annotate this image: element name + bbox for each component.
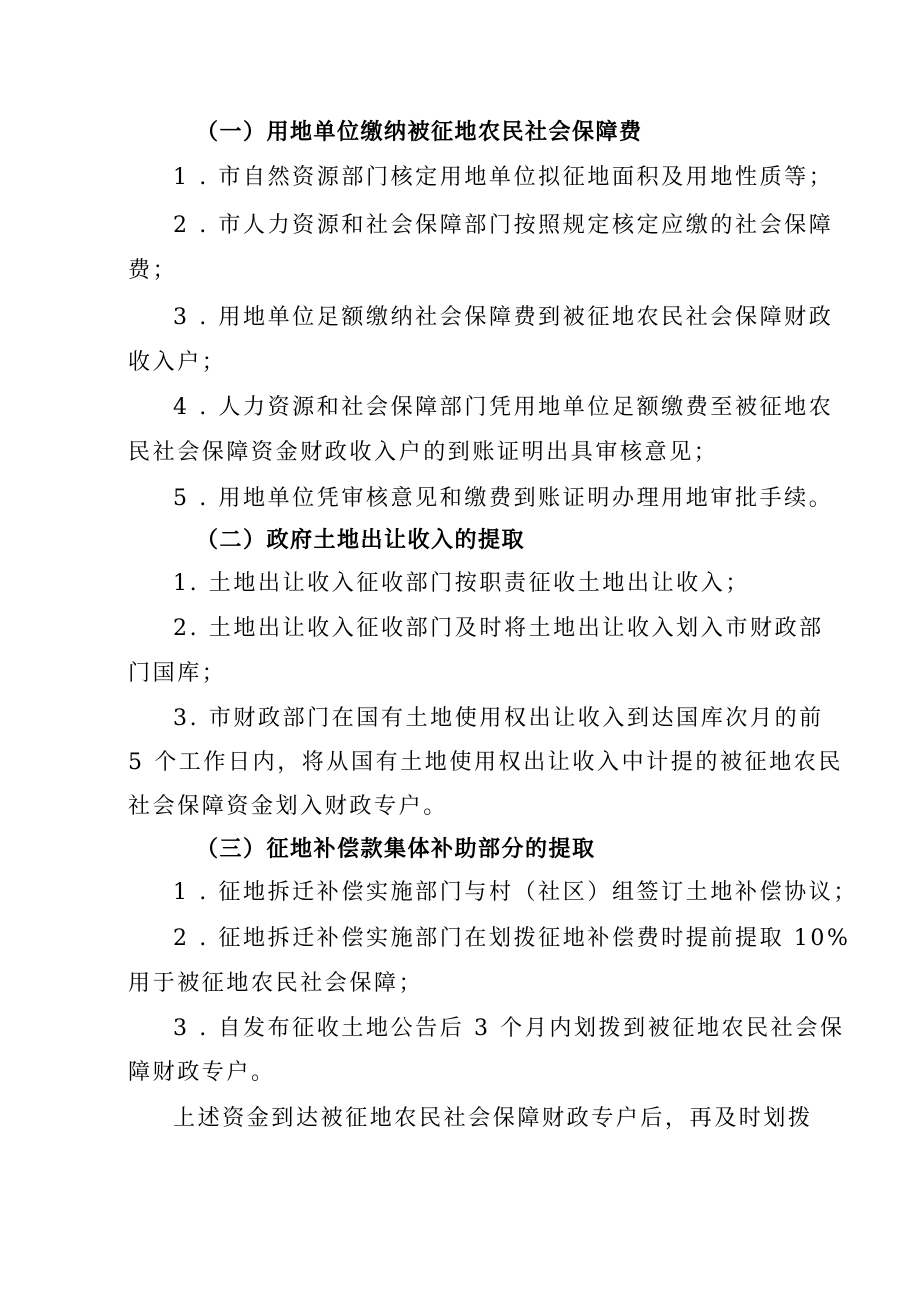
section-2-item-3-line-1: 3. 市财政部门在国有土地使用权出让收入到达国库次月的前 [173,706,824,731]
section-2-item-3-line-3: 社会保障资金划入财政专户。 [128,794,448,819]
section-3-heading: （三）征地补偿款集体补助部分的提取 [196,836,596,862]
section-1-item-2-line-1: 2 . 市人力资源和社会保障部门按照规定核定应缴的社会保障 [173,213,834,238]
section-3-item-2-line-1: 2 . 征地拆迁补偿实施部门在划拨征地补偿费时提前提取 10% [173,926,851,951]
section-1-item-3-line-2: 收入户； [128,350,227,375]
closing-paragraph-line-1: 上述资金到达被征地农民社会保障财政专户后，再及时划拨 [173,1106,813,1131]
section-2-item-2-line-2: 门国库； [128,661,227,686]
section-1-item-4-line-1: 4 . 人力资源和社会保障部门凭用地单位足额缴费至被征地农 [173,395,834,420]
section-1-item-1: 1 . 市自然资源部门核定用地单位拟征地面积及用地性质等； [173,165,834,190]
section-3-item-1: 1 . 征地拆迁补偿实施部门与村（社区）组签订土地补偿协议； [173,880,858,905]
section-1-item-3-line-1: 3 . 用地单位足额缴纳社会保障费到被征地农民社会保障财政 [173,305,834,330]
section-2-item-3-line-2: 5 个工作日内，将从国有土地使用权出让收入中计提的被征地农民 [128,750,843,775]
section-1-item-4-line-2: 民社会保障资金财政收入户的到账证明出具审核意见； [128,440,719,465]
section-1-item-2-line-2: 费； [128,258,178,283]
section-2-item-2-line-1: 2. 土地出让收入征收部门及时将土地出让收入划入市财政部 [173,616,824,641]
section-2-item-1: 1. 土地出让收入征收部门按职责征收土地出让收入； [173,571,750,596]
section-3-item-2-line-2: 用于被征地农民社会保障； [128,971,424,996]
section-1-item-5: 5 . 用地单位凭审核意见和缴费到账证明办理用地审批手续。 [173,486,834,511]
section-2-heading: （二）政府土地出让收入的提取 [196,527,526,553]
section-3-item-3-line-1: 3 . 自发布征收土地公告后 3 个月内划拨到被征地农民社会保 [173,1016,845,1041]
section-3-item-3-line-2: 障财政专户。 [128,1060,276,1085]
section-1-heading: （一）用地单位缴纳被征地农民社会保障费 [196,119,643,145]
